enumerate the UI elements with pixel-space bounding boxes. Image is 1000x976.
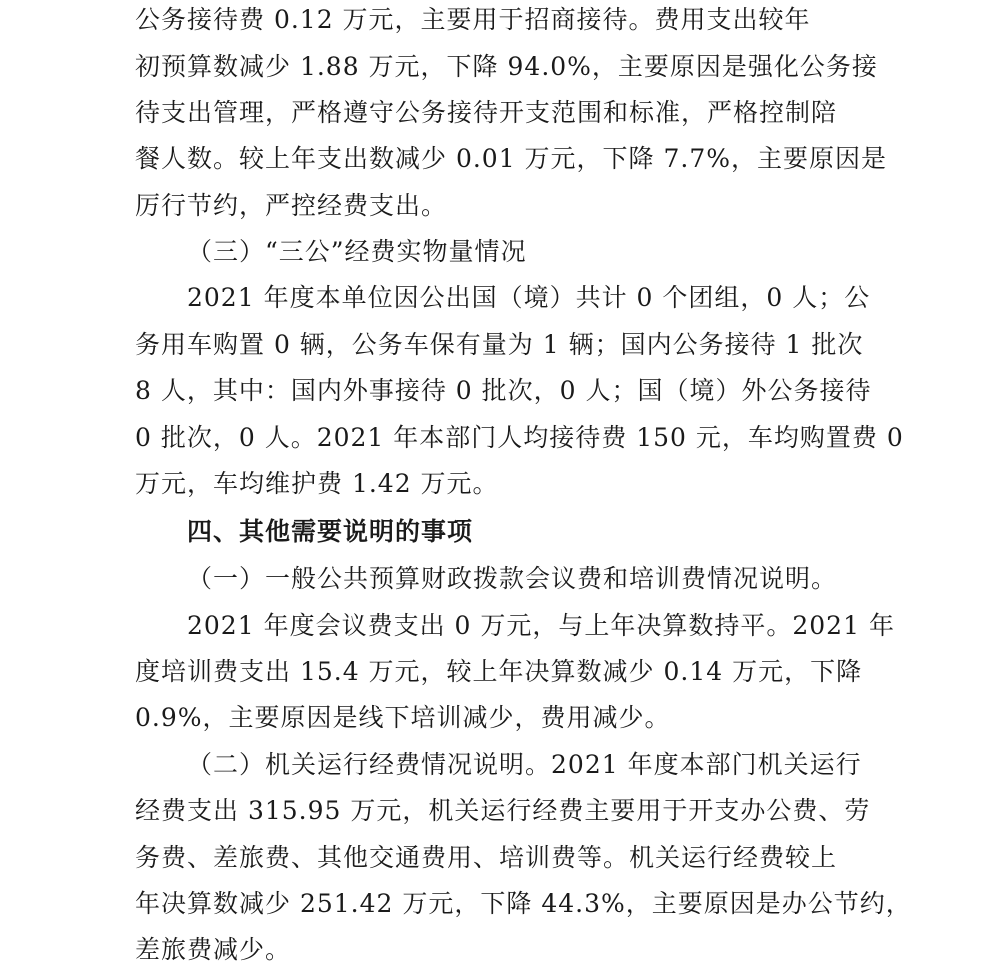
text-line: 待支出管理，严格遵守公务接待开支范围和标准，严格控制陪 bbox=[135, 98, 838, 127]
paragraph-line bbox=[135, 139, 887, 179]
paragraph-line bbox=[135, 186, 447, 226]
paragraph-line bbox=[135, 371, 872, 411]
paragraph-line bbox=[187, 278, 870, 318]
paragraph-line bbox=[135, 930, 291, 970]
section-title: 四、其他需要说明的事项 bbox=[187, 517, 474, 546]
text-line: 公务接待费 0.12 万元，主要用于招商接待。费用支出较年 bbox=[135, 5, 811, 34]
text-line: 8 人，其中：国内外事接待 0 批次，0 人；国（境）外公务接待 bbox=[135, 376, 872, 405]
paragraph-line bbox=[135, 884, 912, 924]
paragraph-line bbox=[135, 47, 878, 87]
subsection-title: （三）“三公”经费实物量情况 bbox=[187, 237, 527, 266]
text-line: 务费、差旅费、其他交通费用、培训费等。机关运行经费较上 bbox=[135, 843, 838, 872]
paragraph-line bbox=[135, 464, 499, 504]
section-heading bbox=[187, 512, 473, 552]
text-line: 0.9%，主要原因是线下培训减少，费用减少。 bbox=[135, 703, 671, 732]
paragraph-line bbox=[135, 838, 837, 878]
paragraph-line bbox=[135, 0, 811, 40]
subsection-title: （二）机关运行经费情况说明。 bbox=[187, 750, 552, 779]
text-line: 2021 年度本单位因公出国（境）共计 0 个团组，0 人；公 bbox=[187, 283, 871, 312]
text-line: 2021 年度本部门机关运行 bbox=[551, 750, 862, 779]
text-line: 度培训费支出 15.4 万元，较上年决算数减少 0.14 万元，下降 bbox=[135, 657, 863, 686]
text-line: 年决算数减少 251.42 万元，下降 44.3%，主要原因是办公节约， bbox=[135, 889, 912, 918]
text-line: 厉行节约，严控经费支出。 bbox=[135, 191, 448, 220]
paragraph-line bbox=[135, 418, 904, 458]
subsection-heading bbox=[187, 232, 527, 272]
text-line: 2021 年度会议费支出 0 万元，与上年决算数持平。2021 年 bbox=[187, 611, 895, 640]
paragraph-line bbox=[135, 652, 862, 692]
paragraph-line bbox=[135, 93, 837, 133]
text-line: 0 批次，0 人。2021 年本部门人均接待费 150 元，车均购置费 0 bbox=[135, 423, 904, 452]
subsection-heading bbox=[187, 559, 837, 599]
text-line: 万元，车均维护费 1.42 万元。 bbox=[135, 469, 499, 498]
text-line: 经费支出 315.95 万元，机关运行经费主要用于开支办公费、劳 bbox=[135, 796, 871, 825]
paragraph-line bbox=[135, 698, 671, 738]
subsection-title: （一）一般公共预算财政拨款会议费和培训费情况说明。 bbox=[187, 564, 838, 593]
paragraph-line bbox=[187, 606, 895, 646]
paragraph-line bbox=[135, 791, 870, 831]
text-line: 务用车购置 0 辆，公务车保有量为 1 辆；国内公务接待 1 批次 bbox=[135, 330, 864, 359]
paragraph-line bbox=[135, 325, 863, 365]
text-line: 餐人数。较上年支出数减少 0.01 万元，下降 7.7%，主要原因是 bbox=[135, 144, 888, 173]
paragraph-line bbox=[187, 745, 862, 785]
text-line: 差旅费减少。 bbox=[135, 935, 292, 964]
text-line: 初预算数减少 1.88 万元，下降 94.0%，主要原因是强化公务接 bbox=[135, 52, 878, 81]
